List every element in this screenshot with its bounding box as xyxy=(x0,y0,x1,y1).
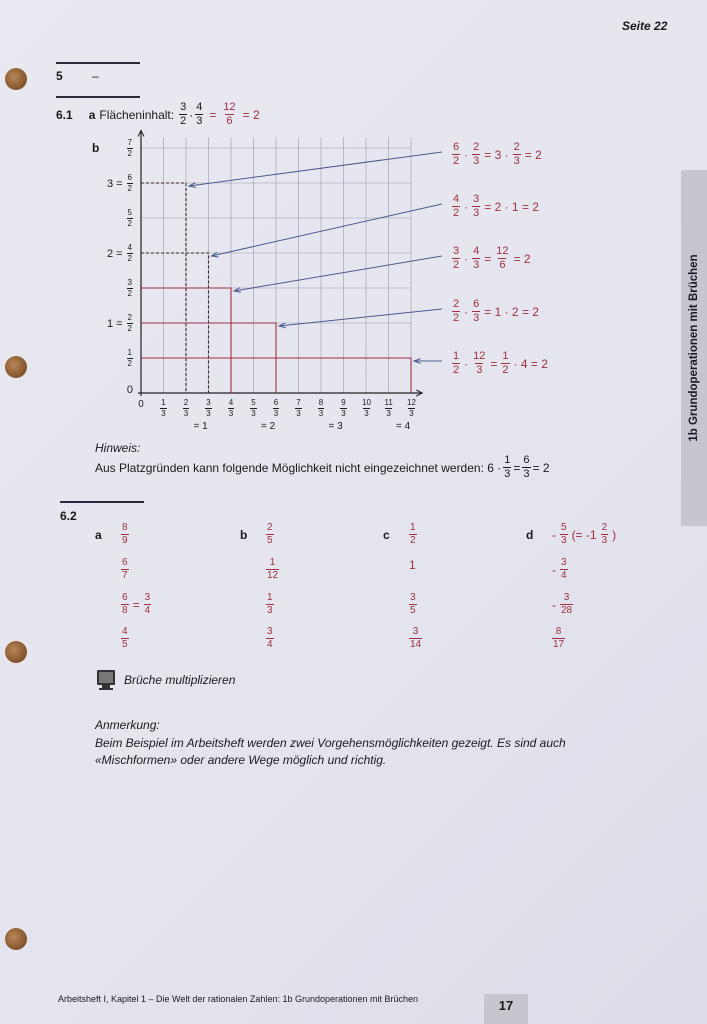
fraction: $\frac{10}{3}$ xyxy=(362,398,371,418)
fraction: $\frac{1}{3}$ xyxy=(161,398,166,418)
fraction: 8 17 xyxy=(553,626,565,650)
fraction: $\frac{1}{3}$ xyxy=(504,454,511,480)
fraction: 2 5 xyxy=(267,522,273,546)
fraction: 6 7 xyxy=(122,557,128,581)
fraction: $\frac{2}{3}$ xyxy=(473,141,480,167)
text: - xyxy=(552,562,556,577)
divider-62 xyxy=(60,501,144,503)
fraction: $\frac{3}{3}$ xyxy=(206,398,211,418)
fraction: $\frac{2}{3}$ xyxy=(183,398,189,418)
y-tick-label xyxy=(85,349,135,368)
text: = xyxy=(490,356,498,371)
fraction: 3 2 xyxy=(453,245,460,271)
ex62-col-label: a xyxy=(95,528,102,542)
ex62-col-label: d xyxy=(526,528,534,542)
fraction: 3 14 xyxy=(410,626,422,650)
fraction: $\frac{4}{3}$ xyxy=(473,245,480,271)
fraction: 5 2 xyxy=(127,208,132,228)
operator: = xyxy=(513,460,521,475)
text: · xyxy=(464,356,469,371)
x-tick-label xyxy=(404,399,418,418)
text: = 2 xyxy=(513,251,531,266)
fraction: 4 5 xyxy=(122,626,128,650)
punch-hole-4 xyxy=(5,928,27,950)
fraction: $\frac{4}{2}$ xyxy=(127,243,132,263)
x-tick-label xyxy=(179,399,193,418)
note-line-1: Beim Beispiel im Arbeitsheft werden zwei Vorgehensmöglichkeiten gezeigt. Es sind auch xyxy=(95,736,566,750)
fraction: $\frac{3}{3}$ xyxy=(473,193,480,219)
text: 0 xyxy=(126,384,133,396)
fraction: 2 2 xyxy=(453,298,460,324)
fraction: 7 2 xyxy=(127,138,132,158)
ex62-answer xyxy=(119,523,131,546)
x-tick-label: 0 xyxy=(138,399,144,410)
ex62-answer xyxy=(550,627,567,650)
fraction: 1 2 xyxy=(410,522,416,546)
ex62-answer xyxy=(264,593,276,616)
fraction: 1 3 xyxy=(267,592,273,616)
y-tick-label xyxy=(85,314,135,333)
y-tick-label xyxy=(85,139,135,158)
ex61-a-text: Flächeninhalt: xyxy=(99,107,175,122)
hint-text: Aus Platzgründen kann folgende Möglichkeit nicht eingezeichnet werden: 6 · xyxy=(95,460,502,475)
text: ) xyxy=(612,527,617,542)
text: 1 = xyxy=(106,317,123,330)
x-tick-label xyxy=(359,399,373,418)
ex62-col-label: b xyxy=(240,528,248,542)
text: 1 xyxy=(409,558,416,572)
y-tick-label xyxy=(85,279,135,298)
text: · xyxy=(464,147,469,162)
ex62-answer xyxy=(550,523,618,546)
fraction: $\frac{4}{3}$ xyxy=(196,101,203,127)
ex61-number: 6.1 xyxy=(56,107,73,122)
text: = 1 · 2 = 2 xyxy=(484,304,539,319)
fraction: $\frac{6}{8}$ xyxy=(122,592,128,616)
hint-title: Hinweis: xyxy=(95,441,141,455)
fraction: $\frac{11}{3}$ xyxy=(384,398,393,418)
hint-line xyxy=(95,455,550,480)
side-tab-label: 1b Grundoperationen mit Brüchen xyxy=(688,254,700,442)
text: = 3 · xyxy=(484,147,509,162)
fraction: 3 4 xyxy=(267,626,273,650)
x-tick-label xyxy=(382,399,396,418)
fraction: 3 28 xyxy=(561,592,573,616)
text: = 2 xyxy=(524,147,542,162)
ex62-answer xyxy=(407,558,418,572)
ex62-answer xyxy=(264,558,281,581)
fraction: $\frac{6}{3}$ xyxy=(273,398,279,418)
fraction: $\frac{4}{3}$ xyxy=(228,398,234,418)
fraction: $\frac{9}{3}$ xyxy=(341,398,346,418)
fraction: $\frac{12}{3}$ xyxy=(407,398,416,418)
y-tick-label xyxy=(85,244,135,263)
pointer-arrow xyxy=(279,309,442,326)
fraction: $\frac{8}{3}$ xyxy=(318,398,324,418)
footer-text: Arbeitsheft I, Kapitel 1 – Die Welt der rationalen Zahlen: 1b Grundoperationen mit Brüchen xyxy=(58,994,419,1004)
fraction: $\frac{12}{6}$ xyxy=(223,101,236,127)
ex62-answer xyxy=(550,593,575,616)
x-tick-label xyxy=(247,399,261,418)
pointer-arrow xyxy=(189,152,442,186)
ex62-answer xyxy=(407,523,419,546)
x-tick-label xyxy=(202,399,216,418)
y-tick-label xyxy=(85,209,135,228)
equation xyxy=(450,142,544,167)
x-tick-label xyxy=(157,399,171,418)
ex62-answer xyxy=(119,558,131,581)
fraction: 6 2 xyxy=(453,141,460,167)
fraction: 3 2 xyxy=(180,101,187,127)
fraction: $\frac{6}{3}$ xyxy=(523,454,530,480)
equation xyxy=(450,299,541,324)
equation xyxy=(450,194,541,219)
ex5-answer: – xyxy=(92,69,99,83)
fraction: 5 3 xyxy=(561,522,567,546)
result: = 2 xyxy=(532,460,550,475)
ex61-a-label: a xyxy=(88,107,96,122)
fraction: $\frac{2}{3}$ xyxy=(513,141,520,167)
punch-hole-3 xyxy=(5,641,27,663)
ex62-answer xyxy=(264,523,276,546)
fraction: 2 3 xyxy=(601,522,608,546)
equation xyxy=(450,246,533,271)
text: · xyxy=(464,251,469,266)
fraction: $\frac{3}{4}$ xyxy=(144,592,151,616)
fraction: $\frac{12}{3}$ xyxy=(473,350,486,376)
ex62-answer xyxy=(264,627,276,650)
ex62-answer xyxy=(119,593,153,616)
x-tick-sublabel: = 2 xyxy=(261,421,276,432)
x-tick-sublabel: = 1 xyxy=(193,421,208,432)
media-link[interactable] xyxy=(96,669,235,691)
pointer-arrow xyxy=(212,204,443,256)
ex5-number: 5 xyxy=(56,69,63,83)
page-header: Seite 22 xyxy=(622,19,668,33)
x-tick-label xyxy=(292,399,306,418)
text: - xyxy=(552,527,556,542)
equation xyxy=(450,351,550,376)
fraction: 3 4 xyxy=(561,557,567,581)
fraction: 8 9 xyxy=(122,522,128,546)
fraction: $\frac{12}{6}$ xyxy=(496,245,509,271)
note-title: Anmerkung: xyxy=(95,718,160,732)
text: = xyxy=(484,251,492,266)
fraction: 4 2 xyxy=(453,193,460,219)
ex62-number: 6.2 xyxy=(60,509,77,523)
text: 2 = xyxy=(106,247,123,260)
operator: · xyxy=(189,107,194,122)
text: = 2 · 1 = 2 xyxy=(484,199,539,214)
text: · xyxy=(464,199,469,214)
fraction: $\frac{1}{2}$ xyxy=(502,350,509,376)
ex62-answer xyxy=(119,627,131,650)
fraction: $\frac{6}{2}$ xyxy=(127,173,132,193)
result: = 2 xyxy=(242,107,260,122)
ex62-answer xyxy=(550,558,570,581)
ex62-col-label: c xyxy=(383,528,390,542)
page-number: 17 xyxy=(498,998,514,1013)
monitor-icon xyxy=(96,669,116,691)
x-tick-label xyxy=(224,399,238,418)
operator: = xyxy=(209,107,217,122)
fraction: $\frac{6}{3}$ xyxy=(473,298,480,324)
note-line-2: «Mischformen» oder andere Wege möglich und richtig. xyxy=(95,753,387,767)
fraction: $\frac{5}{3}$ xyxy=(251,398,256,418)
fraction: 3 2 xyxy=(127,278,132,298)
fraction: $\frac{2}{2}$ xyxy=(127,313,132,333)
y-tick-label xyxy=(85,384,135,396)
x-tick-sublabel: = 3 xyxy=(328,421,343,432)
y-tick-label xyxy=(85,174,135,193)
x-tick-label xyxy=(314,399,328,418)
x-tick-sublabel: = 4 xyxy=(396,421,411,432)
text: (= -1 xyxy=(571,527,597,542)
text: = xyxy=(132,597,140,612)
text: · xyxy=(464,304,469,319)
text: · 4 = 2 xyxy=(513,356,548,371)
x-tick-label xyxy=(269,399,283,418)
fraction: 1 2 xyxy=(127,348,132,368)
fraction: 3 5 xyxy=(410,592,416,616)
x-tick-label xyxy=(337,399,351,418)
fraction: 1 12 xyxy=(267,557,279,581)
ex62-answer xyxy=(407,593,419,616)
text: - xyxy=(552,597,556,612)
fraction: $\frac{7}{3}$ xyxy=(296,398,301,418)
fraction: 1 2 xyxy=(453,350,460,376)
ex62-answer xyxy=(407,627,424,650)
media-link-label[interactable]: Brüche multiplizieren xyxy=(124,673,236,687)
text: 3 = xyxy=(106,177,123,190)
ex61-b-label: b xyxy=(92,141,100,155)
